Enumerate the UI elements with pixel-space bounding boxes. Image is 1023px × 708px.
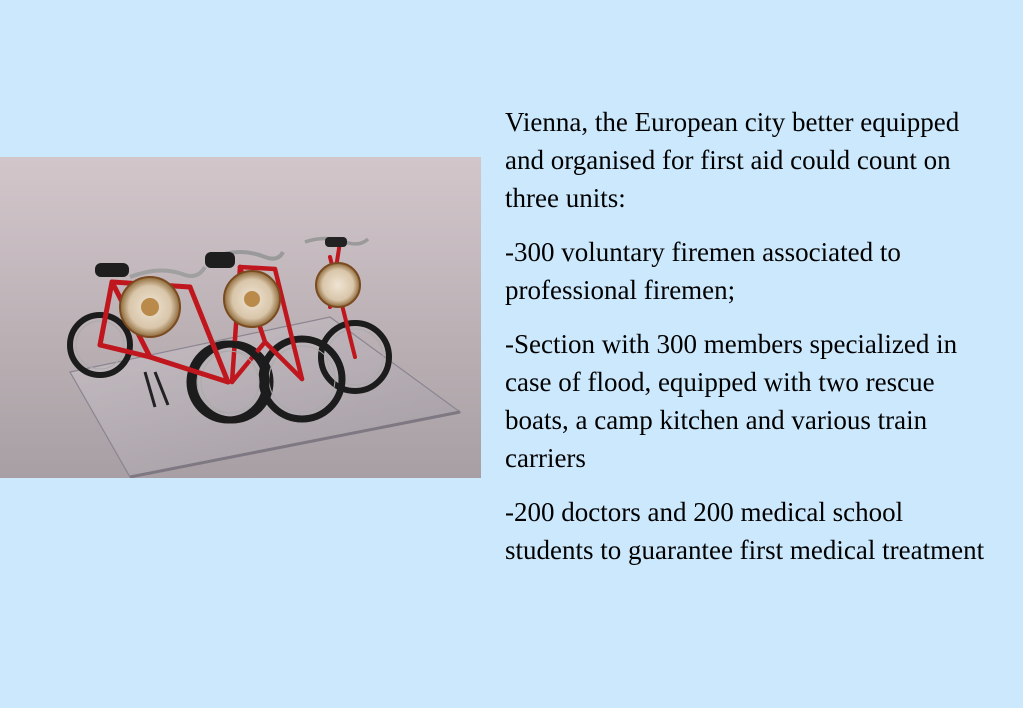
doctors-paragraph: -200 doctors and 200 medical school students to guarantee first medical treatment — [505, 497, 985, 565]
fire-bicycles-photo — [0, 157, 481, 478]
flood-section-paragraph: -Section with 300 members specialized in case of flood, equipped with two rescue boats, a camp kitchen and various train carriers — [505, 329, 958, 473]
intro-paragraph: Vienna, the European city better equipped and organised for first aid could count on three units: — [505, 107, 960, 213]
firemen-paragraph: -300 voluntary firemen associated to professional firemen; — [505, 237, 901, 305]
slide-text — [505, 103, 985, 585]
fire-bicycles-illustration — [0, 157, 481, 478]
